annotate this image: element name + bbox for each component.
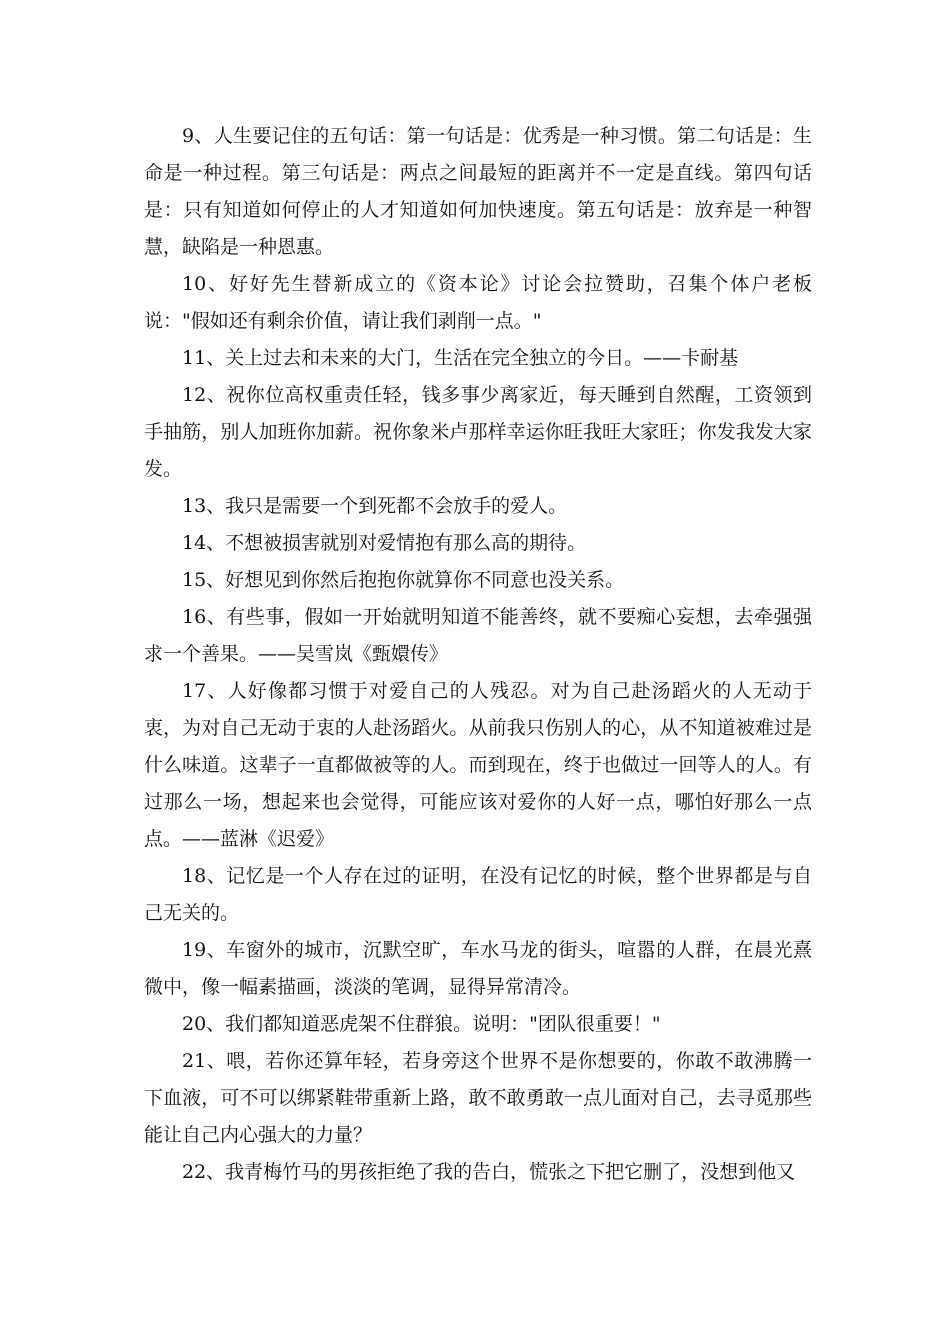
paragraph-21: 21、喂，若你还算年轻，若身旁这个世界不是你想要的，你敢不敢沸腾一下血液，可不可以绑紧鞋带重新上路，敢不敢勇敢一点儿面对自己，去寻觅那些能让自己内心强大的力量？ [144,1050,812,1146]
paragraph-14: 14、不想被损害就别对爱情抱有那么高的期待。 [182,532,587,554]
paragraph-9: 9、人生要记住的五句话：第一句话是：优秀是一种习惯。第二句话是：生命是一种过程。第三句话是：两点之间最短的距离并不一定是直线。第四句话是：只有知道如何停止的人才知道如何加快速度。第五句话是：放弃是一种智慧，缺陷是一种恩惠。 [144,125,812,258]
paragraph-18: 18、记忆是一个人存在过的证明，在没有记忆的时候，整个世界都是与自己无关的。 [144,865,812,924]
paragraph-16: 16、有些事，假如一开始就明知道不能善终，就不要痴心妄想，去牵强强求一个善果。——吴雪岚《甄嬛传》 [144,606,812,665]
paragraph-12: 12、祝你位高权重责任轻，钱多事少离家近，每天睡到自然醒，工资领到手抽筋，别人加班你加薪。祝你象米卢那样幸运你旺我旺大家旺；你发我发大家发。 [144,384,812,480]
paragraph-17: 17、人好像都习惯于对爱自己的人残忍。对为自己赴汤蹈火的人无动于衷，为对自己无动于衷的人赴汤蹈火。从前我只伤别人的心，从不知道被难过是什么味道。这辈子一直都做被等的人。而到现在，终于也做过一回等人的人。有过那么一场，想起来也会觉得，可能应该对爱你的人好一点，哪怕好那么一点点。——蓝淋《迟爱》 [144,680,812,850]
paragraph-15: 15、好想见到你然后抱抱你就算你不同意也没关系。 [182,569,625,591]
paragraph-22: 22、我青梅竹马的男孩拒绝了我的告白，慌张之下把它删了，没想到他又 [182,1161,796,1183]
paragraph-13: 13、我只是需要一个到死都不会放手的爱人。 [182,495,568,517]
paragraph-10: 10、好好先生替新成立的《资本论》讨论会拉赞助，召集个体户老板说："假如还有剩余价值，请让我们剥削一点。" [144,273,812,332]
paragraph-20: 20、我们都知道恶虎架不住群狼。说明："团队很重要！" [182,1013,661,1035]
document-body [144,118,812,1191]
paragraph-19: 19、车窗外的城市，沉默空旷，车水马龙的街头，喧嚣的人群，在晨光熹微中，像一幅素描画，淡淡的笔调，显得异常清冷。 [144,939,812,998]
paragraph-11: 11、关上过去和未来的大门，生活在完全独立的今日。——卡耐基 [182,347,739,369]
